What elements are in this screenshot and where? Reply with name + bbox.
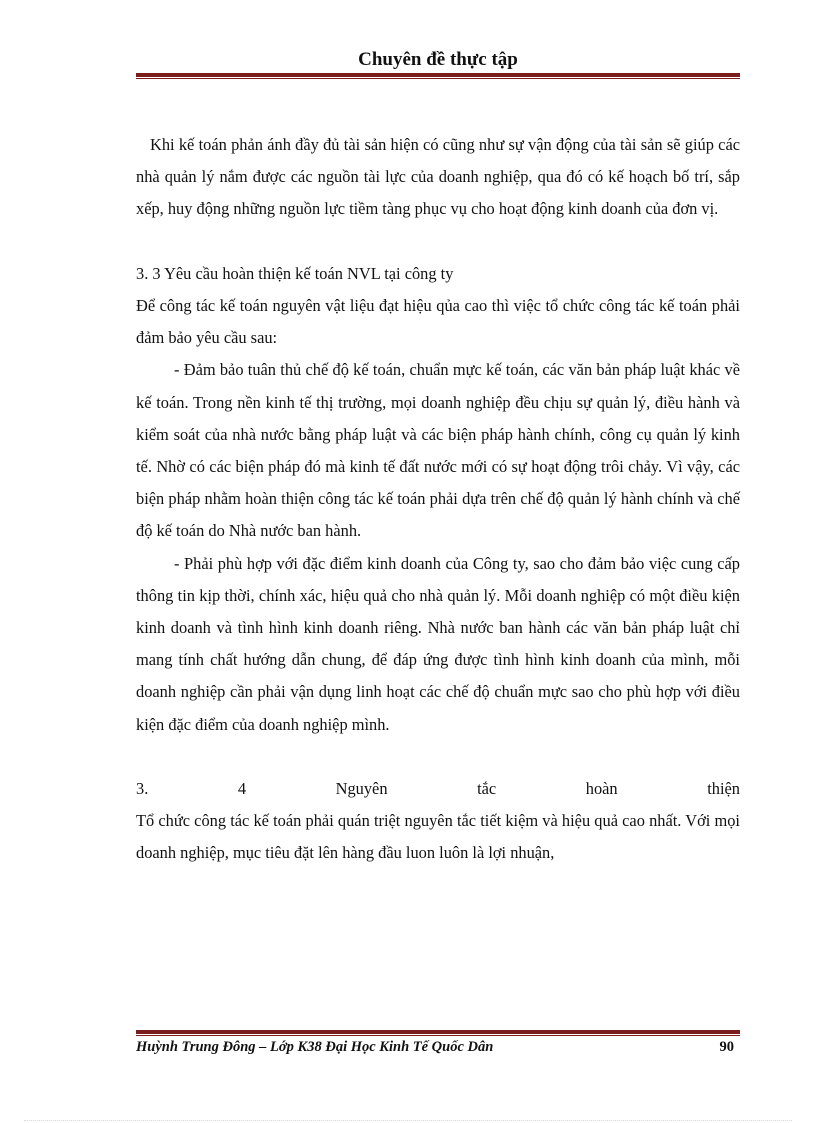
page-number: 90: [719, 1039, 734, 1055]
spacer: [136, 741, 740, 773]
footer-author: Huỳnh Trung Đông – Lớp K38 Đại Học Kinh Tế Quốc Dân: [136, 1039, 494, 1055]
body-text: [136, 129, 740, 870]
section-heading-3-4: [136, 773, 740, 805]
paragraph-asset-reflection: Khi kế toán phản ánh đầy đủ tài sản hiện có cũng như sự vận động của tài sản sẽ giúp các nhà quản lý nắm được các nguồn tài lực của doanh nghiệp, qua đó có kế hoạch bố trí, sắp xếp, huy động những nguồn lực tiềm tàng phục vụ cho hoạt động kinh doanh của đơn vị.: [136, 135, 740, 219]
section-heading-3-3: 3. 3 Yêu cầu hoàn thiện kế toán NVL tại công ty: [136, 263, 454, 283]
header-rule: [136, 73, 740, 79]
heading-word: tắc: [477, 779, 497, 799]
heading-word: 3.: [136, 779, 149, 799]
page-header-title: Chuyên đề thực tập: [358, 49, 518, 70]
bullet-compliance: - Đảm bảo tuân thủ chế độ kế toán, chuẩn mực kế toán, các văn bản pháp luật khác về kế toán. Trong nền kinh tế thị trường, mọi doanh nghiệp đều chịu sự quản lý, điều hành và kiểm soát của nhà nước bằng pháp luật và các biện pháp hành chính, công cụ quản lý kinh tế. Nhờ có các biện pháp đó mà kinh tế đất nước mới có sự hoạt động trôi chảy. Vì vậy, các biện pháp nhằm hoàn thiện công tác kế toán phải dựa trên chế độ quản lý hành chính và chế độ kế toán do Nhà nước ban hành.: [136, 360, 740, 541]
heading-word: 4: [237, 779, 247, 799]
paragraph-principles: Tổ chức công tác kế toán phải quán triệt nguyên tắc tiết kiệm và hiệu quả cao nhất. Với mọi doanh nghiệp, mục tiêu đặt lên hàng đầu luon luôn là lợi nhuận,: [136, 811, 740, 863]
heading-word: thiện: [707, 779, 740, 799]
bullet-business-fit: - Phải phù hợp với đặc điểm kinh doanh của Công ty, sao cho đảm bảo việc cung cấp thông tin kịp thời, chính xác, hiệu quả cho nhà quản lý. Mỗi doanh nghiệp có một điều kiện kinh doanh và tình hình kinh doanh riêng. Nhà nước ban hành các văn bản pháp luật chỉ mang tính chất hướng dẫn chung, để đáp ứng được tình hình kinh doanh của mình, mỗi doanh nghiệp cần phải vận dụng linh hoạt các chế độ chuẩn mực sao cho phù hợp với điều kiện đặc điểm của doanh nghiệp mình.: [136, 553, 740, 734]
paragraph-requirements-intro: Để công tác kế toán nguyên vật liệu đạt hiệu qủa cao thì việc tổ chức công tác kế toán phải đảm bảo yêu cầu sau:: [136, 296, 740, 348]
page-edge-divider: [24, 1120, 792, 1121]
page-footer: [136, 1039, 740, 1056]
heading-word: hoàn: [585, 779, 618, 799]
footer-rule: [136, 1030, 740, 1036]
spacer: [136, 226, 740, 258]
heading-word: Nguyên: [335, 779, 388, 799]
